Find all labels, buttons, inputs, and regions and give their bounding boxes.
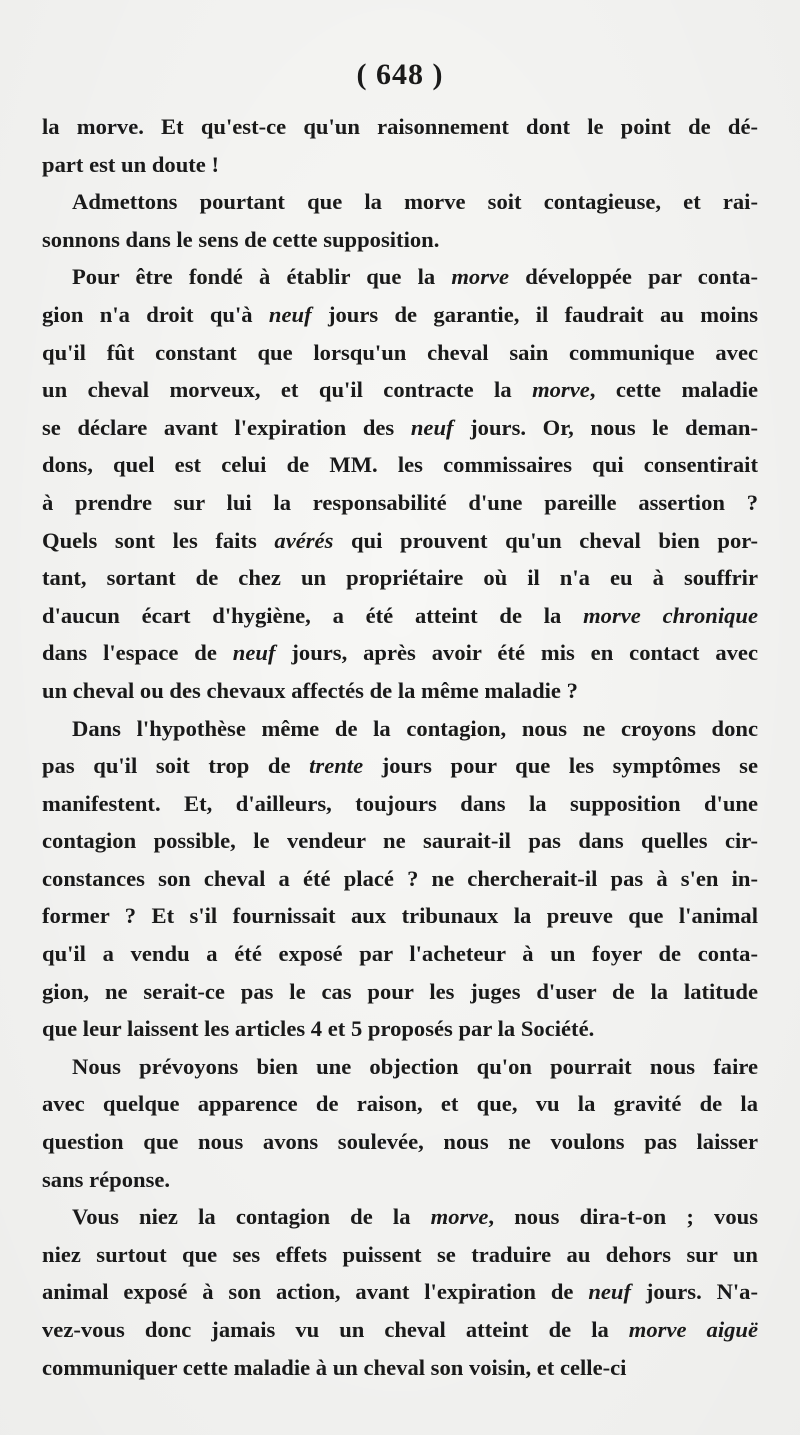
text-run: jours pour que les symptômes se [363, 753, 758, 779]
italic-text-run: morve [532, 377, 590, 403]
paragraph [42, 1198, 758, 1386]
text-run: former ? Et s'il fournissait aux tribunaux la preuve que l'animal [42, 903, 758, 929]
text-line [42, 258, 758, 296]
paragraph [42, 710, 758, 1048]
text-run: un cheval ou des chevaux affectés de la même maladie ? [42, 677, 578, 703]
italic-text-run: neuf [410, 414, 454, 440]
text-run: , cette maladie [589, 377, 759, 403]
text-line [42, 522, 758, 560]
text-run: manifestent. Et, d'ailleurs, toujours dans la supposition d'une [42, 790, 758, 816]
text-line [42, 484, 758, 522]
text-line [42, 1123, 758, 1161]
text-run: sans réponse. [42, 1166, 171, 1192]
text-run: que leur laissent les articles 4 et 5 proposés par la Société. [42, 1016, 595, 1042]
text-run: la morve. Et qu'est-ce qu'un raisonnement dont le point de dé- [42, 114, 758, 139]
text-run: Pour être fondé à établir que la [72, 264, 452, 290]
italic-text-run: trente [309, 753, 364, 779]
text-line [42, 409, 758, 447]
paragraph [42, 183, 758, 258]
text-run: niez surtout que ses effets puissent se traduire au dehors sur un [42, 1241, 758, 1267]
text-run: qu'il a vendu a été exposé par l'acheteur à un foyer de conta- [42, 941, 758, 967]
text-run: Vous niez la contagion de la [72, 1204, 431, 1230]
italic-text-run: avérés [274, 527, 334, 553]
text-run: à prendre sur lui la responsabilité d'une pareille assertion ? [42, 489, 758, 515]
text-line [42, 296, 758, 334]
text-run: vez-vous donc jamais vu un cheval atteint de la [42, 1317, 629, 1342]
body-text [42, 108, 758, 1386]
text-run: Quels sont les faits [42, 527, 275, 553]
text-run: Dans l'hypothèse même de la contagion, nous ne croyons donc [72, 715, 758, 741]
text-line [42, 747, 758, 785]
text-line [42, 1349, 758, 1387]
text-run: dons, quel est celui de MM. les commissaires qui consentirait [42, 452, 758, 478]
text-line [42, 1198, 758, 1236]
italic-text-run: morve [430, 1204, 489, 1230]
italic-text-run: morve chronique [583, 602, 758, 628]
text-run: avec quelque apparence de raison, et que, vu la gravité de la [42, 1091, 758, 1117]
text-run: gion n'a droit qu'à [42, 301, 269, 327]
text-line [42, 371, 758, 409]
text-run: dans l'espace de [42, 640, 233, 666]
text-line [42, 1048, 758, 1086]
text-run: constances son cheval a été placé ? ne chercherait-il pas à s'en in- [42, 865, 758, 891]
text-run: Admettons pourtant que la morve soit contagieuse, et rai- [72, 189, 758, 215]
text-run: tant, sortant de chez un propriétaire où il n'a eu à souffrir [42, 565, 758, 591]
text-run: qui prouvent qu'un cheval bien por- [333, 527, 758, 553]
text-line [42, 860, 758, 898]
italic-text-run: neuf [232, 640, 276, 666]
text-line [42, 597, 758, 635]
text-line [42, 822, 758, 860]
text-line [42, 221, 758, 259]
text-run: question que nous avons soulevée, nous ne voulons pas laisser [42, 1129, 758, 1155]
text-run: pas qu'il soit trop de [42, 753, 310, 779]
text-line [42, 559, 758, 597]
text-run: contagion possible, le vendeur ne saurait-il pas dans quelles cir- [42, 828, 758, 854]
text-line [42, 785, 758, 823]
text-line [42, 1273, 758, 1311]
text-run: sonnons dans le sens de cette supposition. [42, 226, 440, 252]
text-run: part est un doute ! [42, 151, 219, 177]
text-line [42, 672, 758, 710]
italic-text-run: morve [451, 264, 510, 290]
page-number: ( 648 ) [356, 58, 444, 91]
text-run: animal exposé à son action, avant l'expiration de [42, 1279, 589, 1305]
text-line [42, 1236, 758, 1274]
text-line [42, 973, 758, 1011]
text-line [42, 1010, 758, 1048]
text-run: un cheval morveux, et qu'il contracte la [42, 377, 533, 403]
text-run: gion, ne serait-ce pas le cas pour les juges d'user de la latitude [42, 978, 758, 1004]
text-run: communiquer cette maladie à un cheval son voisin, et celle-ci [42, 1354, 627, 1380]
text-run: jours. N'a- [631, 1279, 758, 1305]
text-line [42, 1311, 758, 1349]
text-run: Nous prévoyons bien une objection qu'on pourrait nous faire [72, 1053, 758, 1079]
text-run: se déclare avant l'expiration des [42, 414, 411, 440]
italic-text-run: neuf [268, 301, 312, 327]
text-run: jours de garantie, il faudrait au moins [311, 301, 758, 327]
text-line [42, 146, 758, 184]
text-run: d'aucun écart d'hygiène, a été atteint de la [42, 602, 584, 628]
text-line [42, 897, 758, 935]
paragraph [42, 1048, 758, 1198]
text-line [42, 1085, 758, 1123]
text-line [42, 935, 758, 973]
text-line [42, 1161, 758, 1199]
text-line [42, 710, 758, 748]
paragraph [42, 258, 758, 709]
text-line [42, 183, 758, 221]
text-line [42, 334, 758, 372]
text-line [42, 108, 758, 146]
text-run: , nous dira-t-on ; vous [488, 1204, 759, 1230]
text-run: jours. Or, nous le deman- [453, 414, 758, 440]
text-run: développée par conta- [509, 264, 759, 290]
text-line [42, 446, 758, 484]
text-run: jours, après avoir été mis en contact avec [275, 640, 758, 666]
italic-text-run: morve aiguë [628, 1317, 758, 1342]
italic-text-run: neuf [588, 1279, 631, 1305]
text-line [42, 634, 758, 672]
paragraph [42, 108, 758, 183]
text-run: qu'il fût constant que lorsqu'un cheval sain communique avec [42, 339, 758, 365]
